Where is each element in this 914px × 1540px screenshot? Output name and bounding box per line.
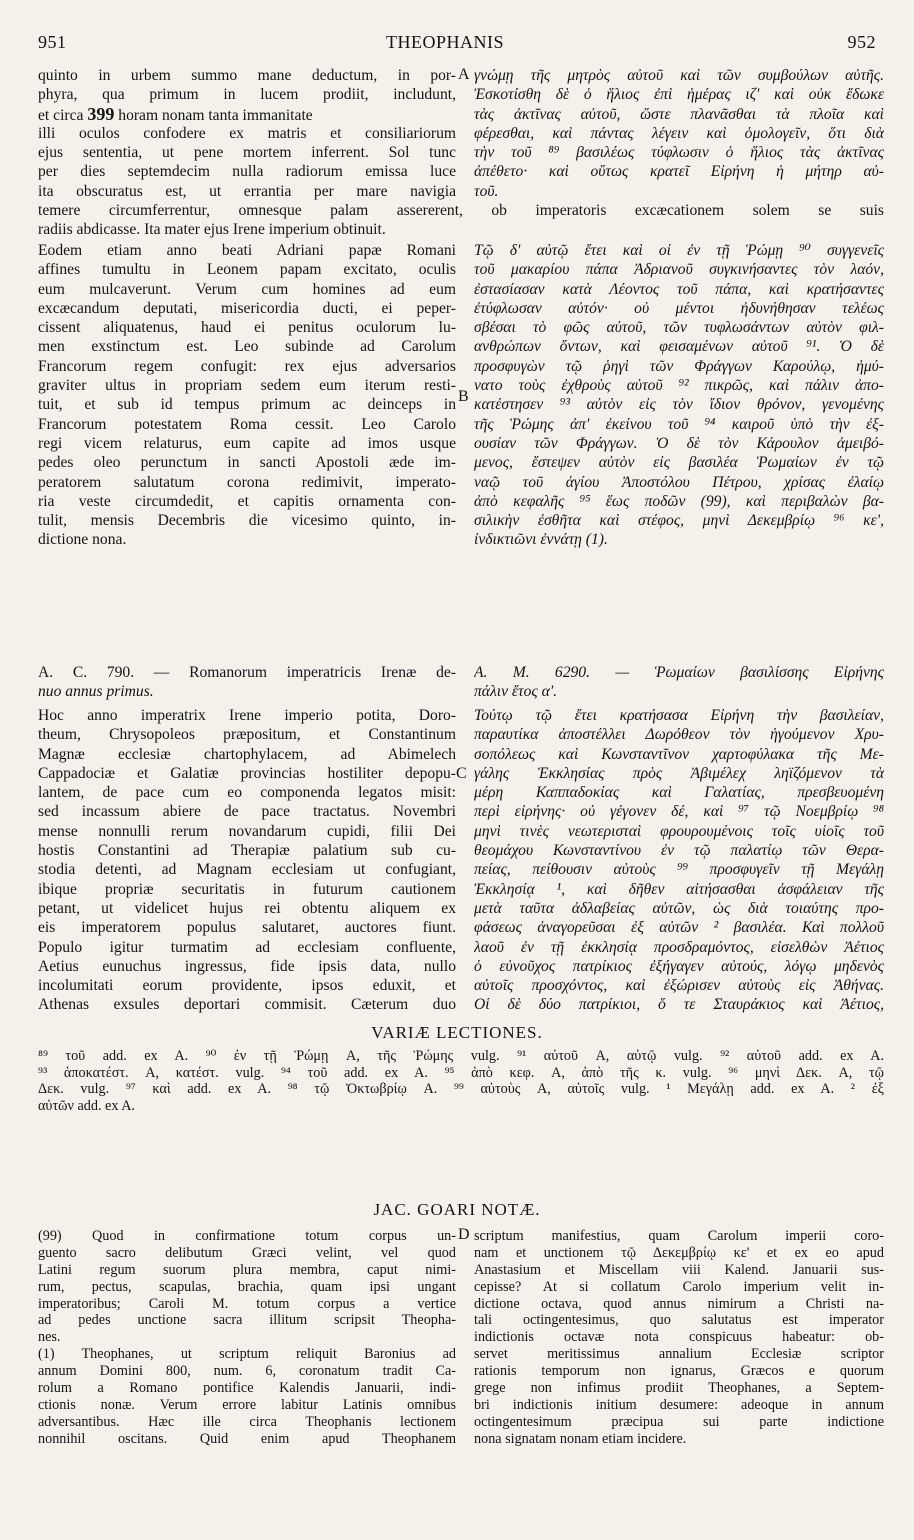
text-line: μενος, ἔστεψεν αὐτὸν εἰς βασιλέα Ῥωμαίων ἐν τῷ: [474, 454, 884, 472]
greek-column-block3: [474, 706, 884, 1015]
text-line: tulit, mensis Decembris die vicesimo quinto, in-: [38, 512, 456, 530]
text-line: ibique propriæ securitatis in futurum cautionem: [38, 880, 456, 898]
text-line: cissent aliquatenus, haud ei penitus oculorum lu-: [38, 319, 456, 337]
note-line: cepisse? At si collatum Carolo imperium velit in-: [474, 1278, 884, 1295]
text-line: ejus sententia, ut pene mortem inferrent. Sol tunc: [38, 144, 456, 162]
note-line: nona signatam nonam etiam incidere.: [474, 1430, 687, 1447]
text-line: ανθρώπων ὄντων, καὶ φεισαμένων αὐτοῦ ⁹¹. Ὁ δὲ: [474, 338, 884, 356]
text-line: γνώμῃ τῆς μητρὸς αὐτοῦ καὶ τῶν συμβούλων αὐτῆς.: [474, 67, 884, 84]
text-line: ἀπὸ κεφαλῆς ⁹⁵ ἕως ποδῶν (99), καὶ περιβαλὼν βα-: [474, 492, 884, 510]
text-line: Populo igitur turmatim ad ecclesiam confluente,: [38, 938, 456, 956]
text-line: φέρεσθαι, καὶ πάντας λέγειν καὶ ὁμολογεῖν, ὅτι διὰ: [474, 124, 884, 142]
note-line: ad pedes unctione sacra illitum scripsit Theopha-: [38, 1312, 456, 1329]
text-line: stodia detenti, ad Magnam ecclesiam ut confugiant,: [38, 861, 456, 879]
note-line: grege non infimus prodiit Theophanes, a Septem-: [474, 1380, 884, 1397]
text-line: illi oculos confodere ex matris et consiliariorum: [38, 124, 456, 142]
text-line: τὴν τοῦ ⁸⁹ βασιλέως τύφλωσιν ὁ ἥλιος τὰς ἀκτῖνας: [474, 144, 884, 162]
note-line: adversantibus. Hæc ille circa Theophanis lectionem: [38, 1413, 456, 1430]
heading-line: πάλιν ἔτος α'.: [474, 683, 558, 701]
note-line: (99) Quod in confirmatione totum corpus un-: [38, 1228, 456, 1244]
text-line: τοῦ.: [474, 182, 499, 200]
text-line: φάσεως ἀναγορεῦσαι ἐξ αὐτῶν ² βασιλέα. Καὶ πολλοῦ: [474, 919, 884, 937]
text-line: νατο τοὺς ἐχθροὺς αὐτοῦ ⁹² πικρῶς, καὶ πάλιν ἀπο-: [474, 377, 884, 395]
text-line: μέρη Καππαδοκίας καὶ Γαλατίας, πρεσβευομένη: [474, 784, 884, 802]
text-line: ἀπέθετο· καὶ οὕτως κρατεῖ Εἰρήνη ἡ μήτηρ αὐ-: [474, 163, 884, 181]
note-line: rolum a Romano pontifice Kalendis Januarii, indi-: [38, 1380, 456, 1397]
text-line: αὐτοῖς προσχόντος, καὶ ἐξώρισεν αὐτοὺς εἰς Ἀθήνας.: [474, 977, 884, 995]
year-heading-greek: [474, 663, 884, 702]
text-line-with-number: [38, 105, 456, 124]
text-line: peratorem salutatum corona redimivit, imperato-: [38, 473, 456, 491]
text-line: mense nonnulli rerum novandarum cupidi, filii Dei: [38, 822, 456, 840]
text-line: ita obscuratus est, ut errantia per mare navigia: [38, 182, 456, 200]
note-line: guento sacro delibutum Græci velint, vel quod: [38, 1244, 456, 1261]
greek-column-block1: [474, 66, 884, 201]
text-line: Ἐκκλησίᾳ ¹, καὶ δῆθεν αἰτήσασθαι ἀσφάλειαν τῆς: [474, 880, 884, 898]
text-line: Cappadociæ et Galatiæ provincias hostiliter depopu-: [38, 764, 456, 782]
note-line: ctionis nonæ. Verum errore labitur Latinis omnibus: [38, 1396, 456, 1413]
text-line: eum mulcaverunt. Verum cum homines ad eum: [38, 280, 456, 298]
note-line: servet meritissimus annalium Ecclesiæ scriptor: [474, 1346, 884, 1363]
text-line: τῆς Ῥώμης ἀπ' ἐκείνου τοῦ ⁹⁴ καιροῦ ὑπὸ τὴν ἐξ-: [474, 415, 884, 433]
text-line: ἰνδικτιῶνι ἐννάτῃ (1).: [474, 531, 608, 549]
text-line: περὶ εἰρήνης· οὐ γέγονεν δέ, καὶ ⁹⁷ τῷ Νοεμβρίῳ ⁹⁸: [474, 803, 884, 821]
note-line: (1) Theophanes, ut scriptum reliquit Baronius ad: [38, 1346, 456, 1363]
text-line: ὁ εὐνοῦχος πατρίκιος ἐξήγαγεν αὐτούς, λόγῳ μηδενὸς: [474, 957, 884, 975]
running-header: [38, 32, 876, 58]
text-line: ουσίαν τῶν Φράγγων. Ὁ δὲ τὸν Κάρουλον ἀμειβό-: [474, 434, 884, 452]
variant-line: Δεκ. vulg. ⁹⁷ καὶ add. ex A. ⁹⁸ τῷ Ὀκτωβρίῳ A. ⁹⁹ αὐτοὺς A, αὐτοῖς vulg. ¹ Μεγάλῃ add. ex A. ² ἐξ: [38, 1081, 884, 1097]
text-line: quinto in urbem summo mane deductum, in por-: [38, 67, 456, 84]
variae-lectiones: [38, 1048, 884, 1114]
note-line: indictionis octavæ nota conspicuus habeatur: ob-: [474, 1329, 884, 1346]
text-line: σβέσαι τὸ φῶς αὐτοῦ, τῶν τυφλωσάντων αὐτὸν φιλ-: [474, 319, 884, 337]
text-line: theum, Chrysopoleos præpositum, et Constantinum: [38, 726, 456, 744]
latin-column-block2: [38, 241, 456, 550]
text-line: Magnæ ecclesiæ chartophylacem, ad Abimelech: [38, 745, 456, 763]
text-line: phyra, qua primum in lucem prodiit, includunt,: [38, 86, 456, 104]
notes-right-column: [474, 1228, 884, 1448]
text-line: excæcandum deputati, misericordia ducti, ei peper-: [38, 299, 456, 317]
text-line: eis imperatorem populus salutaret, auctores fiunt.: [38, 919, 456, 937]
variant-line: αὐτῶν add. ex A.: [38, 1097, 135, 1114]
text-line: πείας, πείθουσιν αὐτοὺς ⁹⁹ προσφυγεῖν τῇ Μεγάλῃ: [474, 861, 884, 879]
text-line: Athenas exsules deportari commisit. Cæterum duo: [38, 996, 456, 1014]
notes-title: JAC. GOARI NOTÆ.: [373, 1200, 541, 1219]
text-line: Eodem etiam anno beati Adriani papæ Romani: [38, 242, 456, 259]
note-line: Latini regum suorum plura membra, caput nimi-: [38, 1261, 456, 1278]
note-line: nes.: [38, 1329, 61, 1346]
text-line: μετὰ ταῦτα ἀδλαβείας αὐτῶν, ὡς διὰ τοιαύτης προ-: [474, 899, 884, 917]
margin-letter-a: A: [458, 66, 470, 83]
margin-letter-c: C: [456, 765, 467, 782]
text-line: Hoc anno imperatrix Irene imperio potita, Doro-: [38, 707, 456, 724]
note-line: imperatoribus; Caroli M. totum corpus a vertice: [38, 1295, 456, 1312]
note-line: scriptum manifestius, quam Carolum imperii coro-: [474, 1228, 884, 1244]
left-page-number: 951: [38, 32, 67, 52]
text-line: radiis abdicasse. Ita mater ejus Irene imperium obtinuit.: [38, 221, 386, 239]
heading-line: A. C. 790. — Romanorum imperatricis Irenæ de-: [38, 664, 456, 681]
note-line: tali octingentesimus, quo salutatus est imperator: [474, 1312, 884, 1329]
text-line: μηνὶ τινὲς νεωτερισταὶ φρουρουμένοις τοῖς υἱοῖς τοῦ: [474, 822, 884, 840]
right-page-number: 952: [847, 32, 876, 52]
text-line: Οἱ δὲ δύο πατρίκιοι, ὅ τε Σταυράκιος καὶ Ἀέτιος,: [474, 996, 884, 1014]
text-line: pedes oleo perunctum in sancti Apostoli æde im-: [38, 454, 456, 472]
variant-line: ⁹³ ἀποκατέστ. A, κατέστ. vulg. ⁹⁴ τοῦ add. ex A. ⁹⁵ ἀπὸ κεφ. A, ἀπὸ τῆς κ. vulg. ⁹⁶ μηνὶ Δεκ. A, τῷ: [38, 1064, 884, 1081]
margin-letter-d: D: [458, 1226, 470, 1243]
text-line: Τούτῳ τῷ ἔτει κρατήσασα Εἰρήνη τὴν βασιλείαν,: [474, 707, 884, 724]
text-line: Ἐσκοτίσθη δὲ ὁ ἥλιος ἐπὶ ἡμέρας ιζ' καὶ οὐκ ἔδωκε: [474, 86, 884, 104]
text-line: Τῷ δ' αὐτῷ ἔτει καὶ οἱ ἐν τῇ Ῥώμῃ ⁹⁰ συγγενεῖς: [474, 242, 884, 259]
text-line: γάλης Ἐκκλησίας πρὸς Ἀβιμέλεχ ληϊζόμενον τὰ: [474, 764, 884, 782]
text-line: Aetius eunuchus ingressus, fide ipsis data, nullo: [38, 957, 456, 975]
note-line: Anastasium et Miscellam viii Kalend. Januarii sus-: [474, 1261, 884, 1278]
note-line: rum, pectus, scapulas, brachia, quam ipsi ungant: [38, 1278, 456, 1295]
heading-line: nuo annus primus.: [38, 683, 154, 701]
text-line: regi vicem relaturus, eum capite ad imos usque: [38, 434, 456, 452]
note-line: nonnihil oscitans. Quid enim apud Theophanem: [38, 1430, 456, 1447]
text-line: lantem, de pace cum eo componenda legatos misit:: [38, 784, 456, 802]
text-line: dictione nona.: [38, 531, 127, 549]
text-line: κατέστησεν ⁹³ αὐτὸν εἰς τὸν ἴδιον θρόνον, γενομένης: [474, 396, 884, 414]
text-line: sed incassum abiere de pace tractatus. Novembri: [38, 803, 456, 821]
text-line: σοπόλεως καὶ Κωνσταντῖνον χαρτοφύλακα τῆς Με-: [474, 745, 884, 763]
note-line: bri indictionis initium desumere: adeoque in annum: [474, 1396, 884, 1413]
variae-lectiones-title: VARIÆ LECTIONES.: [371, 1023, 543, 1042]
text-fragment: horam nonam tanta immanitate: [118, 106, 313, 124]
text-line: hostis Constantini ad Therapiæ palatium sub cu-: [38, 842, 456, 860]
year-heading-latin: [38, 663, 456, 702]
note-line: octingentesimum præcipua sui parte indictione: [474, 1413, 884, 1430]
text-line: ἐστασίασαν κατὰ Λέοντος τοῦ πάπα, καὶ κρατήσαντες: [474, 280, 884, 298]
text-line: ria veste circumdedit, et capitis ornamenta con-: [38, 492, 456, 510]
notes-left-column: [38, 1228, 456, 1448]
greek-column-block2: [474, 241, 884, 550]
note-line: dictione octava, quod annus nimirum a Christi na-: [474, 1295, 884, 1312]
note-line: nam et unctionem τῷ Δεκεμβρίῳ κε' et ex eo apud: [474, 1244, 884, 1261]
running-title: THEOPHANIS: [386, 32, 505, 52]
text-line: Francorum regem confugit: rex ejus adversarios: [38, 357, 456, 375]
text-line: petant, ut videlicet hujus rei obtentu aliquem ex: [38, 899, 456, 917]
heading-line: A. M. 6290. — Ῥωμαίων βασιλίσσης Εἰρήνης: [474, 664, 884, 681]
text-line: προσφυγὼν τῷ ῥηγὶ τῶν Φράγγων Καρούλῳ, ἠμύ-: [474, 357, 884, 375]
text-line: παραυτίκα ἀποστέλλει Δωρόθεον τὸν ἡγούμενον Χρυ-: [474, 726, 884, 744]
text-fragment: et circa: [38, 106, 84, 124]
margin-letter-b: B: [458, 388, 469, 405]
inline-page-number: 399: [87, 104, 115, 124]
variant-line: ⁸⁹ τοῦ add. ex A. ⁹⁰ ἐν τῇ Ῥώμῃ A, τῆς Ῥώμης vulg. ⁹¹ αὐτοῦ A, αὐτῷ vulg. ⁹² αὐτοῦ add. ex A.: [38, 1048, 884, 1064]
note-line: annum Domini 800, num. 6, coronatum tradit Ca-: [38, 1363, 456, 1380]
text-line: per dies septemdecim nulla radiorum emissa luce: [38, 163, 456, 181]
full-width-lines: [38, 201, 884, 240]
note-line: rationis temporum non ignarus, Græcos e quorum: [474, 1363, 884, 1380]
text-line: men exstinctum est. Leo subinde ad Carolum: [38, 338, 456, 356]
latin-column-block3: [38, 706, 456, 1015]
text-line: θεομάχου Κωνσταντίνου ἐν τῷ παλατίῳ τῶν Θερα-: [474, 842, 884, 860]
text-line: graviter ultus in propriam sedem eum iterum resti-: [38, 377, 456, 395]
text-line: incolumitati eorum providente, ipsos eduxit, et: [38, 977, 456, 995]
text-line: tuit, et sub id tempus primum ac deinceps in: [38, 396, 456, 414]
text-line: Francorum potestatem Roma cessit. Leo Carolo: [38, 415, 456, 433]
text-line: ναῷ τοῦ ἁγίου Ἀποστόλου Πέτρου, χρίσας ἐλαίῳ: [474, 473, 884, 491]
text-line: τὰς ἀκτῖνας αὐτοῦ, ὥστε πλανᾶσθαι τὰ πλοῖα καὶ: [474, 105, 884, 123]
text-line: ἐτύφλωσαν αὐτόν· οὐ μέντοι ἠδυνήθησαν τελέως: [474, 299, 884, 317]
latin-column-block1: [38, 66, 456, 201]
text-line: τοῦ μακαρίου πάπα Ἀδριανοῦ συγκινήσαντες τὸν λαόν,: [474, 261, 884, 279]
text-line: λαοῦ ἐν τῇ ἐκκλησίᾳ προσδραμόντος, εἰσελθὼν Ἀέτιος: [474, 938, 884, 956]
text-line: affines tumultu in Leonem papam excitato, oculis: [38, 261, 456, 279]
text-line: temere circumferrentur, omnesque palam assererent, ob imperatoris excæcationem solem se suis: [38, 202, 884, 219]
text-line: σιλικὴν ἐσθῆτα καὶ στέφος, μηνὶ Δεκεμβρίῳ ⁹⁶ κε',: [474, 512, 884, 530]
